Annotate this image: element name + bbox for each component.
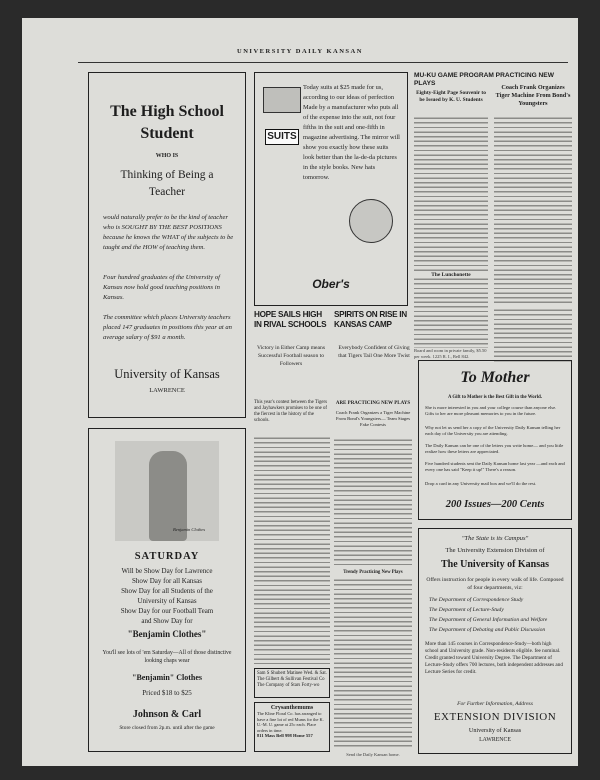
mother-para2: Why not let us send her a copy of the University Daily Kansan telling her each day of the University you are attending. — [425, 425, 561, 436]
shubert-ad — [254, 668, 330, 698]
lunchonette-title: The Lunchonette — [414, 272, 488, 278]
mother-para4: Five hundred students sent the Daily Kansan home last year —and each and every one has said "Keep it up!" There's a reason. — [425, 461, 565, 472]
benjamin-body: You'll see lots of 'em Saturday—All of those distinctive looking chaps wear — [102, 650, 232, 664]
who-is-label: WHO IS — [155, 153, 179, 159]
obers-logo: Ober's — [312, 277, 350, 291]
extension-body: More than 145 courses in Correspondence-Study—both high school and University grade. Non-residents eligible. fee nominal. Credit granted toward University Degree. The Department of Lecture-Study offers 700 lectures, both independent addresses and Lecture Series for credit. — [425, 641, 563, 675]
to-mother-ad — [418, 360, 572, 520]
further-info: For Further Information, Address — [457, 701, 533, 707]
coach-article-lines — [494, 116, 572, 304]
obers-suits-ad — [254, 72, 408, 306]
dept-lecture: The Department of Lecture-Study — [429, 607, 504, 613]
benjamin-brand: "Benjamin Clothes" — [127, 629, 207, 639]
ad-body-italic: would naturally prefer to be the kind of teacher who is SOUGHT BY THE BEST POSITIONS because he knows the WHAT of the subjects to be taught and the HOW of teaching them. — [103, 214, 234, 251]
ad-title-line1: The High School — [110, 103, 224, 120]
names-list-lines — [494, 308, 572, 364]
mother-para3: The Daily Kansan can be one of the letters you write home— and you little realize how these letters are appreciated. — [425, 443, 564, 454]
souvenir-subhead: Eighty-Eight Page Souvenir to be Issued by K. U. Students — [416, 90, 486, 103]
dept-correspondence: The Department of Correspondence Study — [429, 597, 524, 603]
company-line: The Company of Stars Forty-wo — [257, 683, 320, 688]
spirits-rise-headline: SPIRITS ON RISE IN KANSAS CAMP — [334, 310, 407, 329]
victory-deck: Victory in Either Camp means Successful Football season to Followers — [256, 345, 325, 367]
crys-body: The Kline Floral Co. has arranged to have a fine lot of red Mums for the K. U.-M. U. game at 25c each. Place orders in time. — [257, 711, 324, 733]
extension-line1: The University Extension Division of — [445, 547, 545, 554]
practicing-head: ARE PRACTICING NEW PLAYS — [335, 401, 411, 406]
tiger-pep-head: Trendy Practicing New Plays — [334, 570, 412, 575]
issues-price: 200 Issues—200 Cents — [445, 499, 545, 510]
committee-text: The committee which places University teachers placed 147 graduates in positions this year at an average salary of $91 a month. — [103, 314, 232, 341]
figure-caption: Benjamin Clothes — [173, 527, 206, 532]
masthead: UNIVERSITY DAILY KANSAN — [237, 48, 363, 55]
store-name: Johnson & Carl — [132, 709, 202, 720]
hope-spirits-headline — [254, 310, 412, 400]
extension-division-title: EXTENSION DIVISION — [433, 711, 557, 723]
show-day-line6: and Show Day for — [141, 617, 193, 625]
coach-frank-subhead: Coach Frank Organizes Tiger Machine From Bond's Youngsters — [495, 84, 571, 107]
game-program-headline: MU-KU GAME PROGRAM PRACTICING NEW PLAYS — [414, 72, 554, 87]
obers-body: Today suits at $25 made for us, according to our ideas of perfection Made by a manufacturer who puts all of the expense into the suit, not four fifths in the suit and one-fifth in magazine advertising. The mirror will show you exactly how these suits look better than the la-de-da pictures in the style books. New hats tomorrow. — [303, 84, 400, 181]
masthead-rule — [78, 62, 568, 63]
extension-lawrence: LAWRENCE — [479, 737, 511, 743]
game-program-section — [414, 72, 572, 362]
thinking-line: Thinking of Being a — [120, 169, 214, 181]
ad-title-line2: Student — [140, 125, 194, 142]
crys-address: 811 Mass Bell 998 Home 557 — [257, 733, 313, 738]
high-school-student-ad — [88, 72, 246, 418]
mother-para5: Drop a card in any University mail box and we'll do the rest. — [425, 481, 537, 486]
crys-title: Crysanthemums — [270, 705, 314, 711]
university-name: University of Kansas — [114, 367, 220, 381]
contest-intro: This year's contest between the Tigers and Jayhawkers promises to be one of the fiercest in the history of the schools. — [254, 400, 328, 423]
shubert-line: Sam S Shubert Matinee Wed. & Sat. — [257, 671, 327, 676]
placement-text: Four hundred graduates of the University of Kansas now hold good teaching positions in Kansas. — [103, 274, 220, 301]
teacher-line: Teacher — [148, 186, 186, 198]
mother-subtitle: A Gift to Mother is the Best Gift in the World. — [447, 395, 543, 400]
extension-title: The University of Kansas — [440, 559, 550, 570]
show-day-line1: Will be Show Day for Lawrence — [121, 567, 213, 575]
show-day-line5: Show Day for our Football Team — [120, 607, 214, 615]
lunchonette-signature: Board and room in private family, $5.50 per week. 1225 R. I., Bell 842. — [414, 348, 487, 359]
extension-division-ad — [418, 528, 572, 754]
dept-debating: The Department of Debating and Public Discussion — [429, 627, 546, 633]
seal-icon — [349, 199, 393, 243]
benjamin-clothes-ad — [88, 428, 246, 752]
state-campus-slogan: "The State is its Campus" — [461, 535, 529, 542]
send-home-note: Send the Daily Kansan home. — [346, 752, 400, 757]
suits-sign: SUITS — [265, 129, 299, 145]
dept-information: The Department of General Information and Welfare — [429, 617, 548, 623]
article-col3-lines — [334, 578, 412, 748]
program-article-lines — [414, 116, 488, 348]
show-day-line3: Show Day for all Students of the — [121, 587, 213, 595]
saturday-heading: SATURDAY — [134, 551, 200, 562]
extension-offers: Offers instruction for people in every walk of life. Composed of four departments, viz: — [426, 577, 564, 591]
crysanthemum-ad — [254, 702, 330, 752]
store-hours: Store closed from 2p.m. until after the game — [119, 725, 215, 731]
hat-illustration — [263, 87, 301, 113]
extension-univ: University of Kansas — [468, 727, 522, 734]
lawrence-label: LAWRENCE — [149, 387, 185, 394]
article-col2-lines — [334, 438, 412, 568]
newspaper-page — [22, 18, 578, 766]
confident-deck: Everybody Confident of Giving that Tigers Tail One More Twist — [338, 345, 410, 359]
benjamin-brand-2: "Benjamin" Clothes — [132, 673, 202, 682]
show-day-line4: University of Kansas — [137, 597, 197, 605]
practicing-sub: Coach Frank Organizes a Tiger Machine From Bond's Youngsters— Team Stages Fake Contests — [335, 410, 411, 427]
gilbert-line: The Gilbert & Sullivan Festival Co — [257, 677, 325, 682]
hope-sails-headline: HOPE SAILS HIGH IN RIVAL SCHOOLS — [254, 310, 327, 329]
mother-para1: She is more interested in you and your college course than anyone else. Gifts to her are more pleasant memories to you in the future. — [425, 405, 557, 416]
article-col1-lines — [254, 436, 330, 664]
show-day-line2: Show Day for all Kansas — [132, 577, 202, 585]
price-range: Priced $18 to $25 — [142, 689, 192, 697]
mother-title: To Mother — [460, 369, 530, 386]
